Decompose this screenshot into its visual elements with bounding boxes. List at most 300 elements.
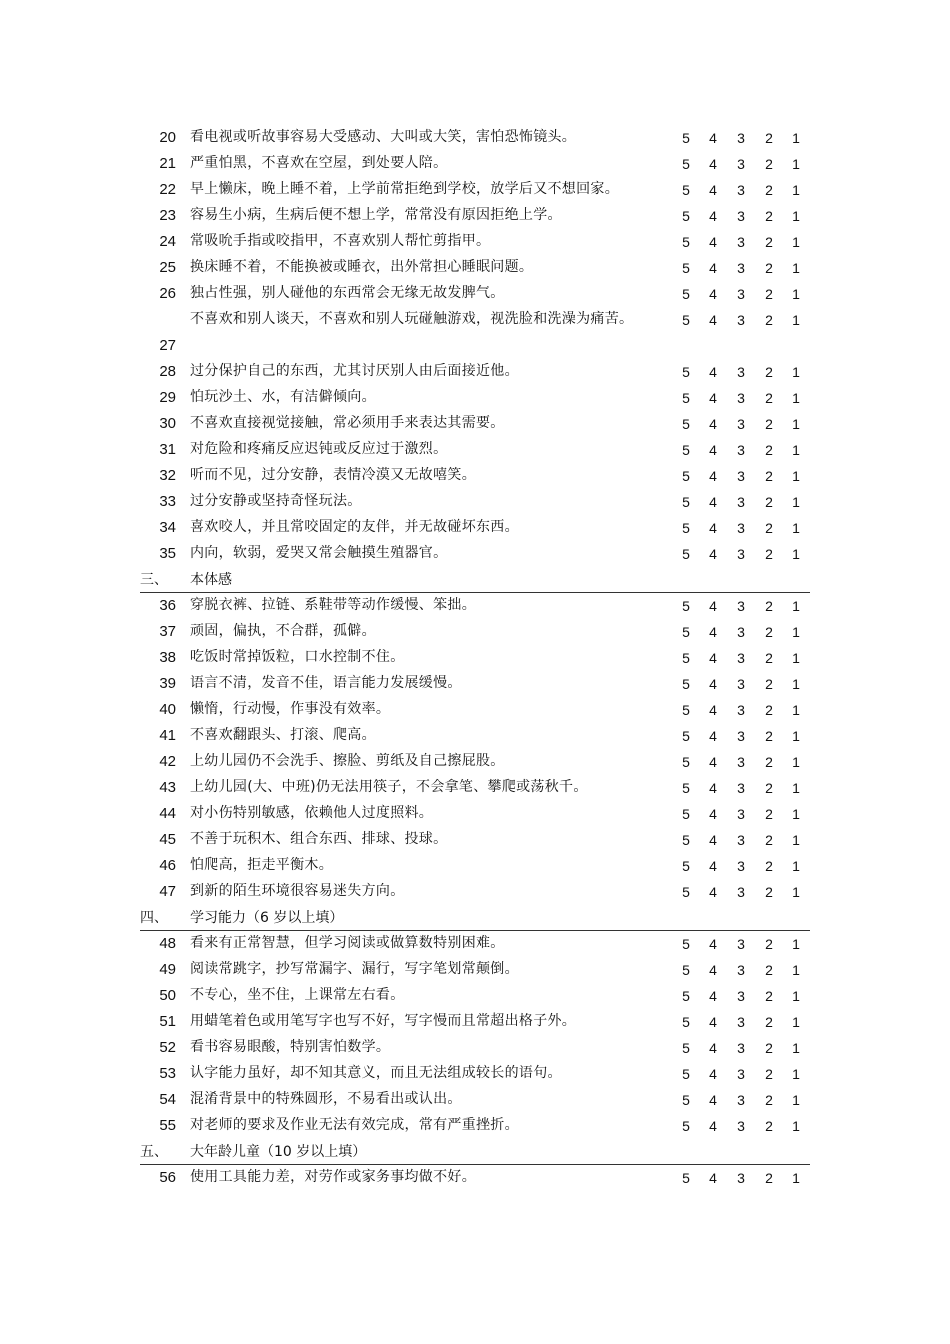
score-option[interactable]: 1	[792, 390, 800, 406]
score-option[interactable]: 1	[792, 468, 800, 484]
score-option[interactable]: 5	[682, 468, 690, 484]
score-option[interactable]: 1	[792, 1014, 800, 1030]
question-number: 29	[159, 389, 176, 406]
score-option[interactable]: 2	[765, 780, 773, 796]
question-number: 24	[159, 233, 176, 250]
question-list	[140, 125, 810, 1191]
score-option[interactable]: 3	[737, 234, 745, 250]
question-row	[140, 879, 810, 905]
question-row	[140, 1035, 810, 1061]
score-option[interactable]: 3	[737, 1040, 745, 1056]
score-option[interactable]: 1	[792, 702, 800, 718]
score-option[interactable]: 4	[709, 806, 717, 822]
score-option[interactable]: 5	[682, 546, 690, 562]
score-option[interactable]: 2	[765, 624, 773, 640]
score-option[interactable]: 1	[792, 832, 800, 848]
score-option[interactable]: 4	[709, 156, 717, 172]
question-row	[140, 541, 810, 567]
question-number: 27	[159, 337, 176, 354]
score-option[interactable]: 4	[709, 442, 717, 458]
score-option[interactable]: 4	[709, 312, 717, 328]
question-text: 早上懒床，晚上睡不着，上学前常拒绝到学校，放学后又不想回家。	[190, 181, 619, 197]
question-number: 56	[159, 1169, 176, 1186]
score-option[interactable]: 2	[765, 234, 773, 250]
score-option[interactable]: 4	[709, 754, 717, 770]
question-number: 45	[159, 831, 176, 848]
question-row	[140, 151, 810, 177]
score-option[interactable]: 1	[792, 442, 800, 458]
question-number: 38	[159, 649, 176, 666]
score-option[interactable]: 5	[682, 286, 690, 302]
score-option[interactable]: 1	[792, 208, 800, 224]
question-row	[140, 385, 810, 411]
score-option[interactable]: 2	[765, 1118, 773, 1134]
score-option[interactable]: 5	[682, 936, 690, 952]
score-option[interactable]: 5	[682, 1040, 690, 1056]
score-option[interactable]: 4	[709, 468, 717, 484]
score-option[interactable]: 4	[709, 702, 717, 718]
question-number: 23	[159, 207, 176, 224]
score-option[interactable]: 3	[737, 988, 745, 1004]
score-option[interactable]: 5	[682, 416, 690, 432]
question-text: 怕玩沙土、水，有洁僻倾向。	[190, 389, 376, 405]
question-row	[140, 307, 810, 359]
question-number: 28	[159, 363, 176, 380]
score-option[interactable]: 2	[765, 832, 773, 848]
score-option[interactable]: 2	[765, 936, 773, 952]
score-option[interactable]: 5	[682, 806, 690, 822]
score-option[interactable]: 3	[737, 468, 745, 484]
question-number: 34	[159, 519, 176, 536]
score-option[interactable]: 3	[737, 806, 745, 822]
question-text: 语言不清，发音不佳，语言能力发展缓慢。	[190, 675, 462, 691]
score-option[interactable]: 4	[709, 494, 717, 510]
score-option[interactable]: 3	[737, 494, 745, 510]
score-option[interactable]: 4	[709, 1014, 717, 1030]
score-option[interactable]: 5	[682, 780, 690, 796]
score-option[interactable]: 3	[737, 286, 745, 302]
question-number: 44	[159, 805, 176, 822]
score-option[interactable]: 3	[737, 520, 745, 536]
score-option[interactable]: 1	[792, 754, 800, 770]
score-option[interactable]: 3	[737, 416, 745, 432]
score-option[interactable]: 3	[737, 702, 745, 718]
question-number: 53	[159, 1065, 176, 1082]
question-number: 50	[159, 987, 176, 1004]
question-row	[140, 619, 810, 645]
score-option[interactable]: 1	[792, 364, 800, 380]
question-text: 到新的陌生环境很容易迷失方向。	[190, 883, 405, 899]
score-option[interactable]: 4	[709, 780, 717, 796]
question-number: 52	[159, 1039, 176, 1056]
question-row	[140, 255, 810, 281]
score-option[interactable]: 5	[682, 494, 690, 510]
score-option[interactable]: 1	[792, 494, 800, 510]
section-title: 学习能力（6 岁以上填）	[190, 910, 344, 926]
score-option[interactable]: 2	[765, 286, 773, 302]
section-header	[140, 905, 810, 931]
score-option[interactable]: 5	[682, 962, 690, 978]
question-row	[140, 437, 810, 463]
score-option[interactable]: 1	[792, 1040, 800, 1056]
score-option[interactable]: 1	[792, 416, 800, 432]
question-text: 容易生小病，生病后便不想上学，常常没有原因拒绝上学。	[190, 207, 562, 223]
question-text: 过分保护自己的东西，尤其讨厌别人由后面接近他。	[190, 363, 519, 379]
score-option[interactable]: 4	[709, 286, 717, 302]
score-option[interactable]: 3	[737, 208, 745, 224]
question-text: 喜欢咬人，并且常咬固定的友伴，并无故碰坏东西。	[190, 519, 519, 535]
score-option[interactable]: 1	[792, 1118, 800, 1134]
question-text: 上幼儿园(大、中班)仍无法用筷子，不会拿笔、攀爬或荡秋千。	[190, 779, 588, 795]
score-option[interactable]: 4	[709, 260, 717, 276]
question-number: 20	[159, 129, 176, 146]
score-option[interactable]: 2	[765, 156, 773, 172]
question-text: 混淆背景中的特殊圆形，不易看出或认出。	[190, 1091, 462, 1107]
score-option[interactable]: 3	[737, 156, 745, 172]
question-text: 使用工具能力差，对劳作或家务事均做不好。	[190, 1169, 476, 1185]
score-option[interactable]: 2	[765, 364, 773, 380]
score-option[interactable]: 4	[709, 130, 717, 146]
score-option[interactable]: 2	[765, 858, 773, 874]
score-option[interactable]: 4	[709, 962, 717, 978]
question-number: 21	[159, 155, 176, 172]
question-number: 39	[159, 675, 176, 692]
score-option[interactable]: 5	[682, 520, 690, 536]
score-option[interactable]: 5	[682, 728, 690, 744]
question-text: 用蜡笔着色或用笔写字也写不好，写字慢而且常超出格子外。	[190, 1013, 577, 1029]
question-text: 不喜欢直接视觉接触，常必须用手来表达其需要。	[190, 415, 505, 431]
score-option[interactable]: 2	[765, 728, 773, 744]
question-number: 32	[159, 467, 176, 484]
question-text: 看书容易眼酸，特别害怕数学。	[190, 1039, 391, 1055]
question-text: 内向，软弱，爱哭又常会触摸生殖器官。	[190, 545, 448, 561]
score-option[interactable]: 3	[737, 312, 745, 328]
score-option[interactable]: 3	[737, 624, 745, 640]
score-option[interactable]: 5	[682, 1170, 690, 1186]
score-option[interactable]: 5	[682, 1118, 690, 1134]
question-text: 对危险和疼痛反应迟钝或反应过于激烈。	[190, 441, 448, 457]
score-option[interactable]: 2	[765, 494, 773, 510]
question-number: 48	[159, 935, 176, 952]
question-row	[140, 801, 810, 827]
score-option[interactable]: 3	[737, 884, 745, 900]
section-index: 四、	[140, 910, 168, 926]
question-row	[140, 671, 810, 697]
question-row	[140, 749, 810, 775]
question-row	[140, 1061, 810, 1087]
score-option[interactable]: 3	[737, 182, 745, 198]
score-option[interactable]: 3	[737, 728, 745, 744]
question-number: 47	[159, 883, 176, 900]
score-option[interactable]: 3	[737, 650, 745, 666]
question-text: 对老师的要求及作业无法有效完成，常有严重挫折。	[190, 1117, 519, 1133]
question-text: 认字能力虽好，却不知其意义，而且无法组成较长的语句。	[190, 1065, 562, 1081]
score-option[interactable]: 3	[737, 546, 745, 562]
score-option[interactable]: 4	[709, 832, 717, 848]
score-option[interactable]: 2	[765, 416, 773, 432]
score-option[interactable]: 4	[709, 520, 717, 536]
question-row	[140, 983, 810, 1009]
question-text: 懒惰，行动慢，作事没有效率。	[190, 701, 391, 717]
score-option[interactable]: 2	[765, 1014, 773, 1030]
question-number: 35	[159, 545, 176, 562]
score-option[interactable]: 4	[709, 364, 717, 380]
score-option[interactable]: 4	[709, 416, 717, 432]
score-option[interactable]: 3	[737, 260, 745, 276]
score-option[interactable]: 5	[682, 624, 690, 640]
question-row	[140, 931, 810, 957]
score-option[interactable]: 4	[709, 676, 717, 692]
score-option[interactable]: 2	[765, 676, 773, 692]
question-row	[140, 1009, 810, 1035]
score-option[interactable]: 5	[682, 364, 690, 380]
score-option[interactable]: 4	[709, 208, 717, 224]
score-option[interactable]: 1	[792, 260, 800, 276]
question-text: 不喜欢翻跟头、打滚、爬高。	[190, 727, 376, 743]
question-number: 31	[159, 441, 176, 458]
score-option[interactable]: 5	[682, 182, 690, 198]
score-option[interactable]: 2	[765, 1092, 773, 1108]
question-text: 顽固，偏执，不合群，孤僻。	[190, 623, 376, 639]
score-option[interactable]: 2	[765, 650, 773, 666]
score-option[interactable]: 5	[682, 1014, 690, 1030]
score-option[interactable]: 1	[792, 1092, 800, 1108]
score-option[interactable]: 4	[709, 598, 717, 614]
score-option[interactable]: 1	[792, 156, 800, 172]
score-option[interactable]: 2	[765, 468, 773, 484]
score-option[interactable]: 5	[682, 832, 690, 848]
question-text: 听而不见，过分安静，表情冷漠又无故嘻笑。	[190, 467, 476, 483]
score-option[interactable]: 5	[682, 1092, 690, 1108]
score-option[interactable]: 4	[709, 182, 717, 198]
score-option[interactable]: 2	[765, 884, 773, 900]
question-row	[140, 125, 810, 151]
score-option[interactable]: 5	[682, 390, 690, 406]
question-number: 51	[159, 1013, 176, 1030]
score-option[interactable]: 1	[792, 234, 800, 250]
score-option[interactable]: 4	[709, 1040, 717, 1056]
score-option[interactable]: 1	[792, 728, 800, 744]
score-option[interactable]: 2	[765, 598, 773, 614]
score-option[interactable]: 1	[792, 1170, 800, 1186]
question-row	[140, 463, 810, 489]
score-option[interactable]: 3	[737, 676, 745, 692]
question-number: 46	[159, 857, 176, 874]
score-option[interactable]: 4	[709, 546, 717, 562]
question-row	[140, 853, 810, 879]
score-option[interactable]: 3	[737, 390, 745, 406]
score-option[interactable]: 3	[737, 832, 745, 848]
score-option[interactable]: 2	[765, 988, 773, 1004]
question-text: 怕爬高，拒走平衡木。	[190, 857, 333, 873]
score-option[interactable]: 3	[737, 1170, 745, 1186]
score-option[interactable]: 1	[792, 650, 800, 666]
score-option[interactable]: 5	[682, 702, 690, 718]
score-option[interactable]: 2	[765, 1066, 773, 1082]
question-row	[140, 697, 810, 723]
section-index: 三、	[140, 572, 168, 588]
question-text: 独占性强，别人碰他的东西常会无缘无故发脾气。	[190, 285, 505, 301]
score-option[interactable]: 2	[765, 806, 773, 822]
score-option[interactable]: 2	[765, 182, 773, 198]
question-row	[140, 489, 810, 515]
score-option[interactable]: 2	[765, 1040, 773, 1056]
question-text: 阅读常跳字，抄写常漏字、漏行，写字笔划常颠倒。	[190, 961, 519, 977]
score-option[interactable]: 5	[682, 260, 690, 276]
question-row	[140, 957, 810, 983]
score-option[interactable]: 5	[682, 208, 690, 224]
score-option[interactable]: 3	[737, 858, 745, 874]
score-option[interactable]: 1	[792, 182, 800, 198]
score-option[interactable]: 1	[792, 312, 800, 328]
score-option[interactable]: 4	[709, 884, 717, 900]
question-number: 40	[159, 701, 176, 718]
score-option[interactable]: 1	[792, 936, 800, 952]
score-option[interactable]: 4	[709, 988, 717, 1004]
question-number: 25	[159, 259, 176, 276]
score-option[interactable]: 4	[709, 650, 717, 666]
score-option[interactable]: 5	[682, 650, 690, 666]
score-option[interactable]: 5	[682, 130, 690, 146]
score-option[interactable]: 2	[765, 702, 773, 718]
question-number: 26	[159, 285, 176, 302]
score-option[interactable]: 1	[792, 520, 800, 536]
score-option[interactable]: 3	[737, 936, 745, 952]
score-option[interactable]: 3	[737, 442, 745, 458]
score-option[interactable]: 5	[682, 234, 690, 250]
question-row	[140, 645, 810, 671]
question-row	[140, 1165, 810, 1191]
score-option[interactable]: 4	[709, 728, 717, 744]
question-row	[140, 229, 810, 255]
score-option[interactable]: 2	[765, 754, 773, 770]
score-option[interactable]: 3	[737, 1066, 745, 1082]
score-option[interactable]: 5	[682, 988, 690, 1004]
question-row	[140, 359, 810, 385]
score-option[interactable]: 2	[765, 260, 773, 276]
score-option[interactable]: 2	[765, 1170, 773, 1186]
score-option[interactable]: 4	[709, 1118, 717, 1134]
question-text: 吃饭时常掉饭粒，口水控制不住。	[190, 649, 405, 665]
question-row	[140, 177, 810, 203]
score-option[interactable]: 1	[792, 130, 800, 146]
score-option[interactable]: 1	[792, 858, 800, 874]
score-option[interactable]: 4	[709, 1170, 717, 1186]
score-option[interactable]: 1	[792, 780, 800, 796]
score-option[interactable]: 4	[709, 624, 717, 640]
question-row	[140, 203, 810, 229]
question-number: 36	[159, 597, 176, 614]
score-option[interactable]: 3	[737, 598, 745, 614]
question-text: 上幼儿园仍不会洗手、擦脸、剪纸及自己擦屁股。	[190, 753, 505, 769]
score-option[interactable]: 1	[792, 806, 800, 822]
question-row	[140, 1113, 810, 1139]
score-option[interactable]: 3	[737, 780, 745, 796]
score-option[interactable]: 1	[792, 988, 800, 1004]
score-option[interactable]: 1	[792, 1066, 800, 1082]
score-option[interactable]: 5	[682, 754, 690, 770]
question-row	[140, 411, 810, 437]
question-number: 33	[159, 493, 176, 510]
question-text: 严重怕黑，不喜欢在空屋，到处要人陪。	[190, 155, 448, 171]
score-option[interactable]: 5	[682, 1066, 690, 1082]
question-number: 30	[159, 415, 176, 432]
question-number: 37	[159, 623, 176, 640]
score-option[interactable]: 2	[765, 208, 773, 224]
score-option[interactable]: 2	[765, 390, 773, 406]
score-option[interactable]: 2	[765, 442, 773, 458]
score-option[interactable]: 4	[709, 858, 717, 874]
score-option[interactable]: 3	[737, 364, 745, 380]
section-title: 大年龄儿童（10 岁以上填）	[190, 1144, 367, 1160]
score-option[interactable]: 1	[792, 884, 800, 900]
question-number: 41	[159, 727, 176, 744]
score-option[interactable]: 4	[709, 1066, 717, 1082]
score-option[interactable]: 1	[792, 598, 800, 614]
question-text: 穿脱衣裤、拉链、系鞋带等动作缓慢、笨拙。	[190, 597, 476, 613]
score-option[interactable]: 4	[709, 234, 717, 250]
score-option[interactable]: 5	[682, 858, 690, 874]
score-option[interactable]: 5	[682, 884, 690, 900]
score-option[interactable]: 1	[792, 624, 800, 640]
question-text: 过分安静或坚持奇怪玩法。	[190, 493, 362, 509]
score-option[interactable]: 2	[765, 130, 773, 146]
question-number: 55	[159, 1117, 176, 1134]
score-option[interactable]: 5	[682, 598, 690, 614]
question-row	[140, 593, 810, 619]
score-option[interactable]: 1	[792, 286, 800, 302]
question-text: 对小伤特别敏感，依赖他人过度照料。	[190, 805, 434, 821]
score-option[interactable]: 5	[682, 312, 690, 328]
score-option[interactable]: 5	[682, 442, 690, 458]
score-option[interactable]: 3	[737, 1092, 745, 1108]
section-index: 五、	[140, 1144, 168, 1160]
score-option[interactable]: 1	[792, 676, 800, 692]
question-text: 换床睡不着，不能换被或睡衣，出外常担心睡眠问题。	[190, 259, 534, 275]
question-number: 43	[159, 779, 176, 796]
score-option[interactable]: 1	[792, 546, 800, 562]
question-text: 不喜欢和别人谈天，不喜欢和别人玩碰触游戏，视洗脸和洗澡为痛苦。	[190, 311, 634, 327]
question-row	[140, 723, 810, 749]
score-option[interactable]: 2	[765, 312, 773, 328]
question-text: 看电视或听故事容易大受感动、大叫或大笑，害怕恐怖镜头。	[190, 129, 577, 145]
score-option[interactable]: 2	[765, 546, 773, 562]
section-header	[140, 567, 810, 593]
score-option[interactable]: 3	[737, 1118, 745, 1134]
score-option[interactable]: 3	[737, 1014, 745, 1030]
score-option[interactable]: 4	[709, 390, 717, 406]
score-option[interactable]: 4	[709, 1092, 717, 1108]
score-option[interactable]: 3	[737, 754, 745, 770]
score-option[interactable]: 5	[682, 156, 690, 172]
score-option[interactable]: 3	[737, 962, 745, 978]
question-number: 54	[159, 1091, 176, 1108]
question-row	[140, 827, 810, 853]
score-option[interactable]: 4	[709, 936, 717, 952]
question-row	[140, 281, 810, 307]
section-title: 本体感	[190, 572, 232, 588]
score-option[interactable]: 2	[765, 520, 773, 536]
score-option[interactable]: 5	[682, 676, 690, 692]
question-text: 常吸吮手指或咬指甲，不喜欢别人帮忙剪指甲。	[190, 233, 491, 249]
question-row	[140, 515, 810, 541]
score-option[interactable]: 2	[765, 962, 773, 978]
question-text: 不善于玩积木、组合东西、排球、投球。	[190, 831, 448, 847]
score-option[interactable]: 1	[792, 962, 800, 978]
score-option[interactable]: 3	[737, 130, 745, 146]
question-number: 22	[159, 181, 176, 198]
question-row	[140, 1087, 810, 1113]
